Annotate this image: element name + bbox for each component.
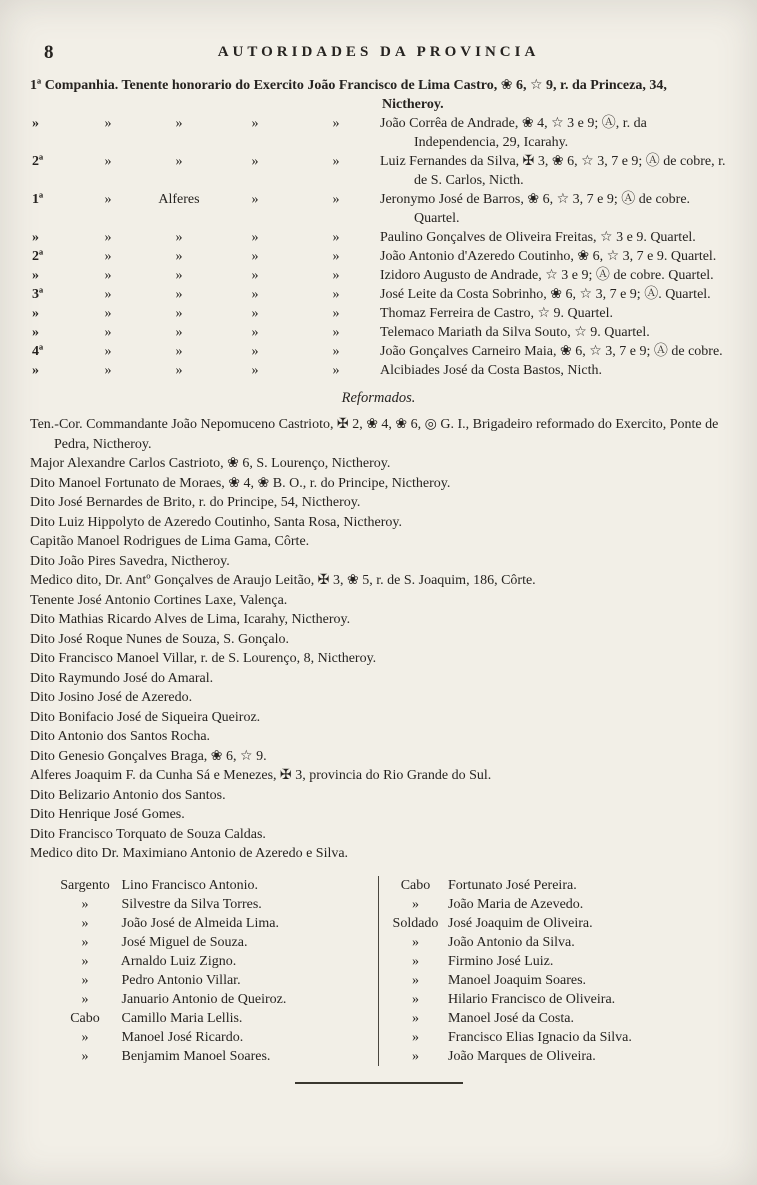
person-name: Pedro Antonio Villar. bbox=[121, 972, 241, 988]
rank-label: Soldado bbox=[392, 915, 439, 931]
person-name: Camillo Maria Lellis. bbox=[121, 1010, 243, 1026]
rank-label: » bbox=[412, 934, 419, 950]
officer-entry-text: Luiz Fernandes da Silva, ✠ 3, ❀ 6, ☆ 3, 7 e 9; Ⓐ de cobre, r. de S. Carlos, Nicth. bbox=[380, 154, 726, 188]
person-name: Benjamim Manoel Soares. bbox=[121, 1048, 271, 1064]
person-name: Manoel José da Costa. bbox=[448, 1010, 574, 1026]
rank-cell: » bbox=[175, 325, 183, 340]
rank-cell: » bbox=[175, 116, 183, 131]
reformado-entry: Dito Luiz Hippolyto de Azeredo Coutinho, Santa Rosa, Nictheroy. bbox=[30, 514, 402, 530]
rank-label: » bbox=[81, 896, 89, 912]
person-row bbox=[52, 990, 374, 1009]
roster-row bbox=[30, 266, 727, 285]
person-name: Arnaldo Luiz Zigno. bbox=[120, 953, 237, 969]
company-number-cell: » bbox=[32, 116, 39, 131]
person-name: Fortunato José Pereira. bbox=[448, 877, 577, 893]
reformado-entry: Dito Francisco Manoel Villar, r. de S. Lourenço, 8, Nictheroy. bbox=[30, 651, 377, 666]
rank-cell: » bbox=[175, 344, 183, 359]
person-name: Manoel José Ricardo. bbox=[121, 1029, 244, 1045]
person-row bbox=[52, 1047, 374, 1066]
company-number-cell: 2ª bbox=[32, 249, 44, 264]
rank-cell: » bbox=[175, 268, 183, 283]
person-row bbox=[52, 1009, 374, 1028]
officer-entry-text: José Leite da Costa Sobrinho, ❀ 6, ☆ 3, 7 e 9; Ⓐ. Quartel. bbox=[380, 287, 711, 302]
rank-label: » bbox=[412, 991, 419, 1007]
person-row bbox=[52, 952, 374, 971]
person-name: Lino Francisco Antonio. bbox=[121, 877, 258, 893]
rank-label: Cabo bbox=[400, 877, 431, 893]
roster-rows bbox=[30, 114, 727, 380]
rank-label: » bbox=[412, 953, 419, 969]
company-number-cell: 3ª bbox=[32, 287, 44, 302]
ditto-cell: » bbox=[251, 154, 259, 169]
person-row bbox=[387, 1047, 728, 1066]
person-row bbox=[52, 1028, 374, 1047]
page-header bbox=[30, 40, 727, 70]
company-number-cell: » bbox=[32, 306, 39, 321]
rank-cell: » bbox=[175, 287, 183, 302]
person-row bbox=[52, 876, 374, 895]
company-number-cell: 4ª bbox=[32, 344, 44, 359]
person-name: João Marques de Oliveira. bbox=[448, 1048, 596, 1064]
rank-cell: » bbox=[175, 306, 183, 321]
company-number-cell: 2ª bbox=[32, 154, 44, 169]
roster-row bbox=[30, 304, 727, 323]
ditto-cell: » bbox=[104, 344, 112, 359]
reformado-entry: Dito Genesio Gonçalves Braga, ❀ 6, ☆ 9. bbox=[30, 748, 267, 764]
reformados-list bbox=[30, 415, 727, 864]
person-row bbox=[52, 895, 374, 914]
ditto-cell: » bbox=[332, 230, 340, 245]
rank-label: » bbox=[81, 972, 89, 988]
person-name: Manoel Joaquim Soares. bbox=[448, 972, 587, 988]
officer-entry-text: Thomaz Ferreira de Castro, ☆ 9. Quartel. bbox=[380, 306, 613, 321]
reformado-entry: Dito Bonifacio José de Siqueira Queiroz. bbox=[30, 709, 261, 725]
ditto-cell: » bbox=[251, 344, 259, 359]
ditto-cell: » bbox=[104, 230, 112, 245]
reformado-entry: Dito Belizario Antonio dos Santos. bbox=[30, 787, 226, 803]
roster-lead-entry: 1ª Companhia. Tenente honorario do Exercito João Francisco de Lima Castro, ❀ 6, ☆ 9, r. da Princeza, 34, Nictheroy. bbox=[30, 78, 667, 112]
reformado-entry: Dito Francisco Torquato de Souza Caldas. bbox=[30, 826, 266, 842]
enlisted-two-column-list bbox=[30, 876, 727, 1066]
rank-label: » bbox=[412, 896, 419, 912]
reformado-entry: Alferes Joaquim F. da Cunha Sá e Menezes, ✠ 3, provincia do Rio Grande do Sul. bbox=[30, 768, 492, 783]
reformado-entry: Dito Mathias Ricardo Alves de Lima, Icarahy, Nictheroy. bbox=[30, 612, 351, 627]
reformado-entry: Dito João Pires Savedra, Nictheroy. bbox=[30, 553, 230, 569]
person-row bbox=[387, 952, 728, 971]
person-row bbox=[52, 971, 374, 990]
enlisted-left-column bbox=[30, 876, 379, 1066]
section-heading-reformados: Reformados. bbox=[341, 390, 416, 406]
reformado-entry: Dito Raymundo José do Amaral. bbox=[30, 670, 214, 686]
page-number: 8 bbox=[44, 42, 54, 63]
ditto-cell: » bbox=[104, 306, 112, 321]
ditto-cell: » bbox=[332, 268, 340, 283]
ditto-cell: » bbox=[251, 306, 259, 321]
roster-row bbox=[30, 247, 727, 266]
officer-entry-text: João Corrêa de Andrade, ❀ 4, ☆ 3 e 9; Ⓐ, r. da Independencia, 29, Icarahy. bbox=[380, 116, 647, 150]
ditto-cell: » bbox=[332, 363, 340, 378]
roster-row bbox=[30, 114, 727, 152]
ditto-cell: » bbox=[251, 325, 259, 340]
ditto-cell: » bbox=[332, 116, 340, 131]
ditto-cell: » bbox=[104, 116, 112, 131]
rank-label: » bbox=[81, 1048, 89, 1064]
person-row bbox=[52, 933, 374, 952]
roster-row bbox=[30, 342, 727, 361]
ditto-cell: » bbox=[251, 116, 259, 131]
reformado-entry: Medico dito, Dr. Antº Gonçalves de Araujo Leitão, ✠ 3, ❀ 5, r. de S. Joaquim, 186, Côrte. bbox=[30, 573, 536, 588]
rank-label: » bbox=[81, 1029, 89, 1045]
ditto-cell: » bbox=[332, 306, 340, 321]
roster-row bbox=[30, 228, 727, 247]
person-row bbox=[387, 876, 728, 895]
officer-entry-text: Alcibiades José da Costa Bastos, Nicth. bbox=[380, 363, 603, 378]
company-number-cell: » bbox=[32, 363, 39, 378]
person-name: João José de Almeida Lima. bbox=[121, 915, 279, 931]
rank-label: » bbox=[412, 1048, 419, 1064]
person-row bbox=[387, 914, 728, 933]
ditto-cell: » bbox=[332, 344, 340, 359]
ditto-cell: » bbox=[251, 287, 259, 302]
officer-entry-text: Jeronymo José de Barros, ❀ 6, ☆ 3, 7 e 9; Ⓐ de cobre. Quartel. bbox=[380, 192, 691, 226]
officer-entry-text: João Antonio d'Azeredo Coutinho, ❀ 6, ☆ 3, 7 e 9. Quartel. bbox=[380, 249, 717, 264]
officer-entry-text: Paulino Gonçalves de Oliveira Freitas, ☆ 3 e 9. Quartel. bbox=[380, 230, 696, 245]
ditto-cell: » bbox=[332, 249, 340, 264]
rank-cell: » bbox=[175, 363, 183, 378]
person-row bbox=[387, 1028, 728, 1047]
person-row bbox=[387, 990, 728, 1009]
person-row bbox=[387, 933, 728, 952]
ditto-cell: » bbox=[332, 287, 340, 302]
ditto-cell: » bbox=[251, 363, 259, 378]
roster-row bbox=[30, 152, 727, 190]
ditto-cell: » bbox=[332, 192, 340, 207]
company-number-cell: » bbox=[32, 230, 39, 245]
person-row bbox=[387, 1009, 728, 1028]
reformado-entry: Medico dito Dr. Maximiano Antonio de Azeredo e Silva. bbox=[30, 846, 349, 861]
person-name: Silvestre da Silva Torres. bbox=[121, 896, 262, 912]
ditto-cell: » bbox=[104, 287, 112, 302]
reformado-entry: Ten.-Cor. Commandante João Nepomuceno Castrioto, ✠ 2, ❀ 4, ❀ 6, ◎ G. I., Brigadeiro reformado do Exercito, Ponte de Pedra, Nictheroy. bbox=[30, 417, 719, 452]
person-name: José Miguel de Souza. bbox=[121, 934, 248, 950]
reformado-entry: Dito Manoel Fortunato de Moraes, ❀ 4, ❀ B. O., r. do Principe, Nictheroy. bbox=[30, 475, 451, 491]
person-name: Januario Antonio de Queiroz. bbox=[121, 991, 287, 1007]
ditto-cell: » bbox=[104, 192, 112, 207]
rank-label: Cabo bbox=[70, 1010, 100, 1026]
person-row bbox=[387, 895, 728, 914]
reformado-entry: Dito Henrique José Gomes. bbox=[30, 807, 185, 822]
company-number-cell: 1ª bbox=[32, 192, 44, 207]
reformado-entry: Dito José Roque Nunes de Souza, S. Gonçalo. bbox=[30, 631, 289, 647]
company-number-cell: » bbox=[32, 325, 39, 340]
ditto-cell: » bbox=[251, 230, 259, 245]
rank-label: » bbox=[81, 953, 89, 969]
officer-entry-text: João Gonçalves Carneiro Maia, ❀ 6, ☆ 3, 7 e 9; Ⓐ de cobre. bbox=[380, 344, 723, 359]
person-name: João Maria de Azevedo. bbox=[448, 896, 584, 912]
rank-label: » bbox=[81, 991, 89, 1007]
rank-label: Sargento bbox=[60, 877, 110, 893]
page-title: AUTORIDADES DA PROVINCIA bbox=[217, 44, 540, 60]
reformado-entry: Dito Antonio dos Santos Rocha. bbox=[30, 729, 211, 744]
roster-row bbox=[30, 323, 727, 342]
rank-cell: » bbox=[175, 230, 183, 245]
officer-entry-text: Izidoro Augusto de Andrade, ☆ 3 e 9; Ⓐ de cobre. Quartel. bbox=[380, 268, 714, 283]
reformado-entry: Dito Josino José de Azeredo. bbox=[30, 690, 193, 705]
roster-row bbox=[30, 285, 727, 304]
roster-row bbox=[30, 190, 727, 228]
ditto-cell: » bbox=[332, 154, 340, 169]
rank-cell: Alferes bbox=[158, 192, 200, 207]
reformado-entry: Capitão Manoel Rodrigues de Lima Gama, Côrte. bbox=[30, 534, 310, 549]
rank-label: » bbox=[81, 915, 89, 931]
person-name: Hilario Francisco de Oliveira. bbox=[448, 991, 616, 1007]
person-name: Francisco Elias Ignacio da Silva. bbox=[448, 1029, 632, 1045]
ditto-cell: » bbox=[104, 268, 112, 283]
rank-label: » bbox=[412, 1010, 419, 1026]
ditto-cell: » bbox=[251, 192, 259, 207]
end-of-section-rule bbox=[295, 1082, 463, 1084]
company-number-cell: » bbox=[32, 268, 39, 283]
rank-cell: » bbox=[175, 249, 183, 264]
person-name: João Antonio da Silva. bbox=[448, 934, 575, 950]
reformado-entry: Major Alexandre Carlos Castrioto, ❀ 6, S. Lourenço, Nictheroy. bbox=[30, 456, 391, 471]
ditto-cell: » bbox=[104, 363, 112, 378]
ditto-cell: » bbox=[104, 325, 112, 340]
ditto-cell: » bbox=[251, 268, 259, 283]
person-name: José Joaquim de Oliveira. bbox=[448, 915, 593, 931]
reformado-entry: Tenente José Antonio Cortines Laxe, Valença. bbox=[30, 592, 288, 608]
roster-row bbox=[30, 361, 727, 380]
ditto-cell: » bbox=[251, 249, 259, 264]
person-row bbox=[387, 971, 728, 990]
company-roster bbox=[30, 76, 727, 380]
rank-label: » bbox=[81, 934, 89, 950]
person-row bbox=[52, 914, 374, 933]
ditto-cell: » bbox=[104, 249, 112, 264]
rank-cell: » bbox=[175, 154, 183, 169]
rank-label: » bbox=[412, 972, 419, 988]
enlisted-right-column bbox=[379, 876, 728, 1066]
reformado-entry: Dito José Bernardes de Brito, r. do Principe, 54, Nictheroy. bbox=[30, 495, 361, 510]
ditto-cell: » bbox=[104, 154, 112, 169]
officer-entry-text: Telemaco Mariath da Silva Souto, ☆ 9. Quartel. bbox=[380, 325, 650, 340]
person-name: Firmino José Luiz. bbox=[448, 953, 554, 969]
ditto-cell: » bbox=[332, 325, 340, 340]
rank-label: » bbox=[412, 1029, 419, 1045]
